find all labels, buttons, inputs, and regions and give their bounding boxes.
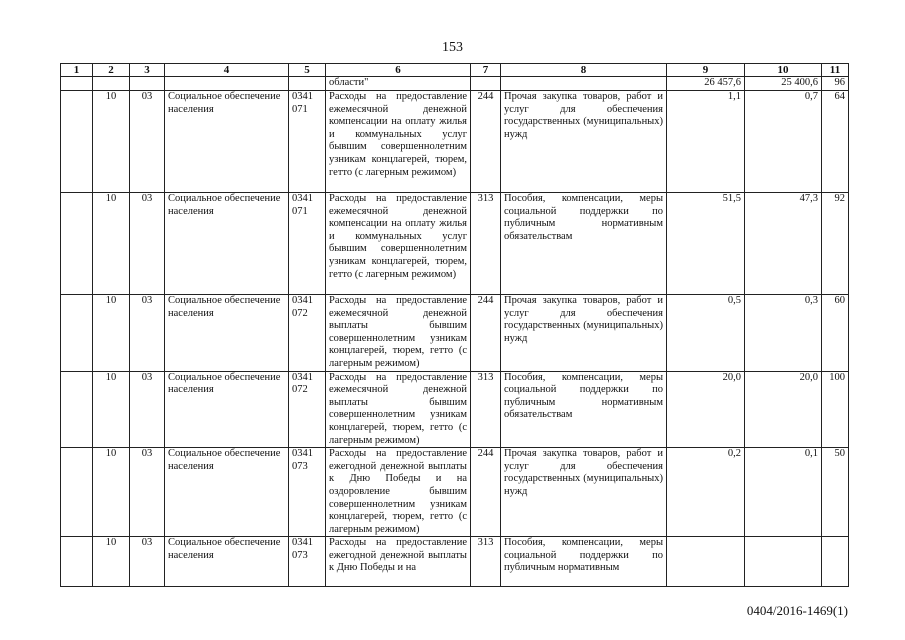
- execution-percent: 60: [822, 295, 849, 372]
- column-header: 7: [471, 64, 501, 77]
- description-cell: области": [326, 77, 471, 91]
- subsection-code: 03: [130, 295, 165, 372]
- continuation-row: [61, 77, 849, 91]
- section-code: 10: [93, 448, 130, 537]
- column-header: 4: [165, 64, 289, 77]
- approved-amount: 20,0: [667, 371, 745, 448]
- executed-amount: 0,1: [745, 448, 822, 537]
- expense-type-name: Прочая закупка товаров, работ и услуг для обеспечения государственных (муниципальных) нужд: [501, 448, 667, 537]
- column-header: 11: [822, 64, 849, 77]
- table-row: [61, 537, 849, 587]
- section-code: 10: [93, 295, 130, 372]
- column-header: 2: [93, 64, 130, 77]
- section-name: Социальное обеспечение населения: [165, 295, 289, 372]
- column-header: 9: [667, 64, 745, 77]
- execution-percent: 64: [822, 91, 849, 193]
- expense-description: Расходы на предоставление ежемесячной денежной выплаты бывшим совершеннолетним узникам концлагерей, тюрем, гетто (с лагерным режимом): [326, 371, 471, 448]
- section-code: 10: [93, 537, 130, 587]
- column-header: 5: [289, 64, 326, 77]
- expense-type-name: Пособия, компенсации, меры социальной поддержки по публичным нормативным обязательствам: [501, 193, 667, 295]
- section-code: 10: [93, 91, 130, 193]
- expense-type-code: 313: [471, 371, 501, 448]
- expense-type-name: Прочая закупка товаров, работ и услуг для обеспечения государственных (муниципальных) нужд: [501, 295, 667, 372]
- column-header: 1: [61, 64, 93, 77]
- executed-amount: 0,3: [745, 295, 822, 372]
- target-article-code: 0341 071: [289, 193, 326, 295]
- execution-percent: 50: [822, 448, 849, 537]
- expense-type-code: 313: [471, 537, 501, 587]
- subsection-code: 03: [130, 193, 165, 295]
- expense-description: Расходы на предоставление ежегодной денежной выплаты к Дню Победы и на оздоровление бывшим совершеннолетним узникам концлагерей, тюрем, гетто (с лагерным режимом): [326, 448, 471, 537]
- execution-percent: 96: [822, 77, 849, 91]
- expense-description: Расходы на предоставление ежемесячной денежной выплаты бывшим совершеннолетним узникам концлагерей, тюрем, гетто (с лагерным режимом): [326, 295, 471, 372]
- approved-amount: 26 457,6: [667, 77, 745, 91]
- table-row: [61, 295, 849, 372]
- approved-amount: 51,5: [667, 193, 745, 295]
- page-number: 153: [442, 40, 463, 55]
- approved-amount: [667, 537, 745, 587]
- approved-amount: 1,1: [667, 91, 745, 193]
- expense-type-code: 244: [471, 91, 501, 193]
- table-row: [61, 371, 849, 448]
- subsection-code: 03: [130, 371, 165, 448]
- executed-amount: [745, 537, 822, 587]
- target-article-code: 0341 073: [289, 448, 326, 537]
- subsection-code: 03: [130, 91, 165, 193]
- executed-amount: 0,7: [745, 91, 822, 193]
- section-name: Социальное обеспечение населения: [165, 371, 289, 448]
- column-header: 6: [326, 64, 471, 77]
- header-row: [61, 64, 849, 77]
- subsection-code: 03: [130, 448, 165, 537]
- approved-amount: 0,2: [667, 448, 745, 537]
- execution-percent: 92: [822, 193, 849, 295]
- expense-description: Расходы на предоставление ежегодной денежной выплаты к Дню Победы и на: [326, 537, 471, 587]
- expense-description: Расходы на предоставление ежемесячной денежной компенсации на оплату жилья и коммунальных услуг бывшим совершеннолетним узникам концлагерей, тюрем, гетто (с лагерным режимом): [326, 91, 471, 193]
- table-row: [61, 448, 849, 537]
- expense-type-name: Пособия, компенсации, меры социальной поддержки по публичным нормативным обязательствам: [501, 371, 667, 448]
- expense-description: Расходы на предоставление ежемесячной денежной компенсации на оплату жилья и коммунальных услуг бывшим совершеннолетним узникам концлагерей, тюрем, гетто (с лагерным режимом): [326, 193, 471, 295]
- expense-type-code: 313: [471, 193, 501, 295]
- target-article-code: 0341 072: [289, 295, 326, 372]
- expense-type-name: Пособия, компенсации, меры социальной поддержки по публичным нормативным: [501, 537, 667, 587]
- section-name: Социальное обеспечение населения: [165, 537, 289, 587]
- executed-amount: 20,0: [745, 371, 822, 448]
- section-code: 10: [93, 371, 130, 448]
- column-header: 10: [745, 64, 822, 77]
- section-code: 10: [93, 193, 130, 295]
- section-name: Социальное обеспечение населения: [165, 91, 289, 193]
- executed-amount: 47,3: [745, 193, 822, 295]
- table-row: [61, 193, 849, 295]
- column-header: 3: [130, 64, 165, 77]
- subsection-code: 03: [130, 537, 165, 587]
- execution-percent: [822, 537, 849, 587]
- expense-type-code: 244: [471, 448, 501, 537]
- approved-amount: 0,5: [667, 295, 745, 372]
- section-name: Социальное обеспечение населения: [165, 193, 289, 295]
- target-article-code: 0341 071: [289, 91, 326, 193]
- document-code: 0404/2016-1469(1): [746, 603, 848, 618]
- budget-table: [60, 63, 849, 587]
- expense-type-code: 244: [471, 295, 501, 372]
- column-header: 8: [501, 64, 667, 77]
- table-row: [61, 91, 849, 193]
- executed-amount: 25 400,6: [745, 77, 822, 91]
- target-article-code: 0341 072: [289, 371, 326, 448]
- execution-percent: 100: [822, 371, 849, 448]
- target-article-code: 0341 073: [289, 537, 326, 587]
- section-name: Социальное обеспечение населения: [165, 448, 289, 537]
- expense-type-name: Прочая закупка товаров, работ и услуг для обеспечения государственных (муниципальных) нужд: [501, 91, 667, 193]
